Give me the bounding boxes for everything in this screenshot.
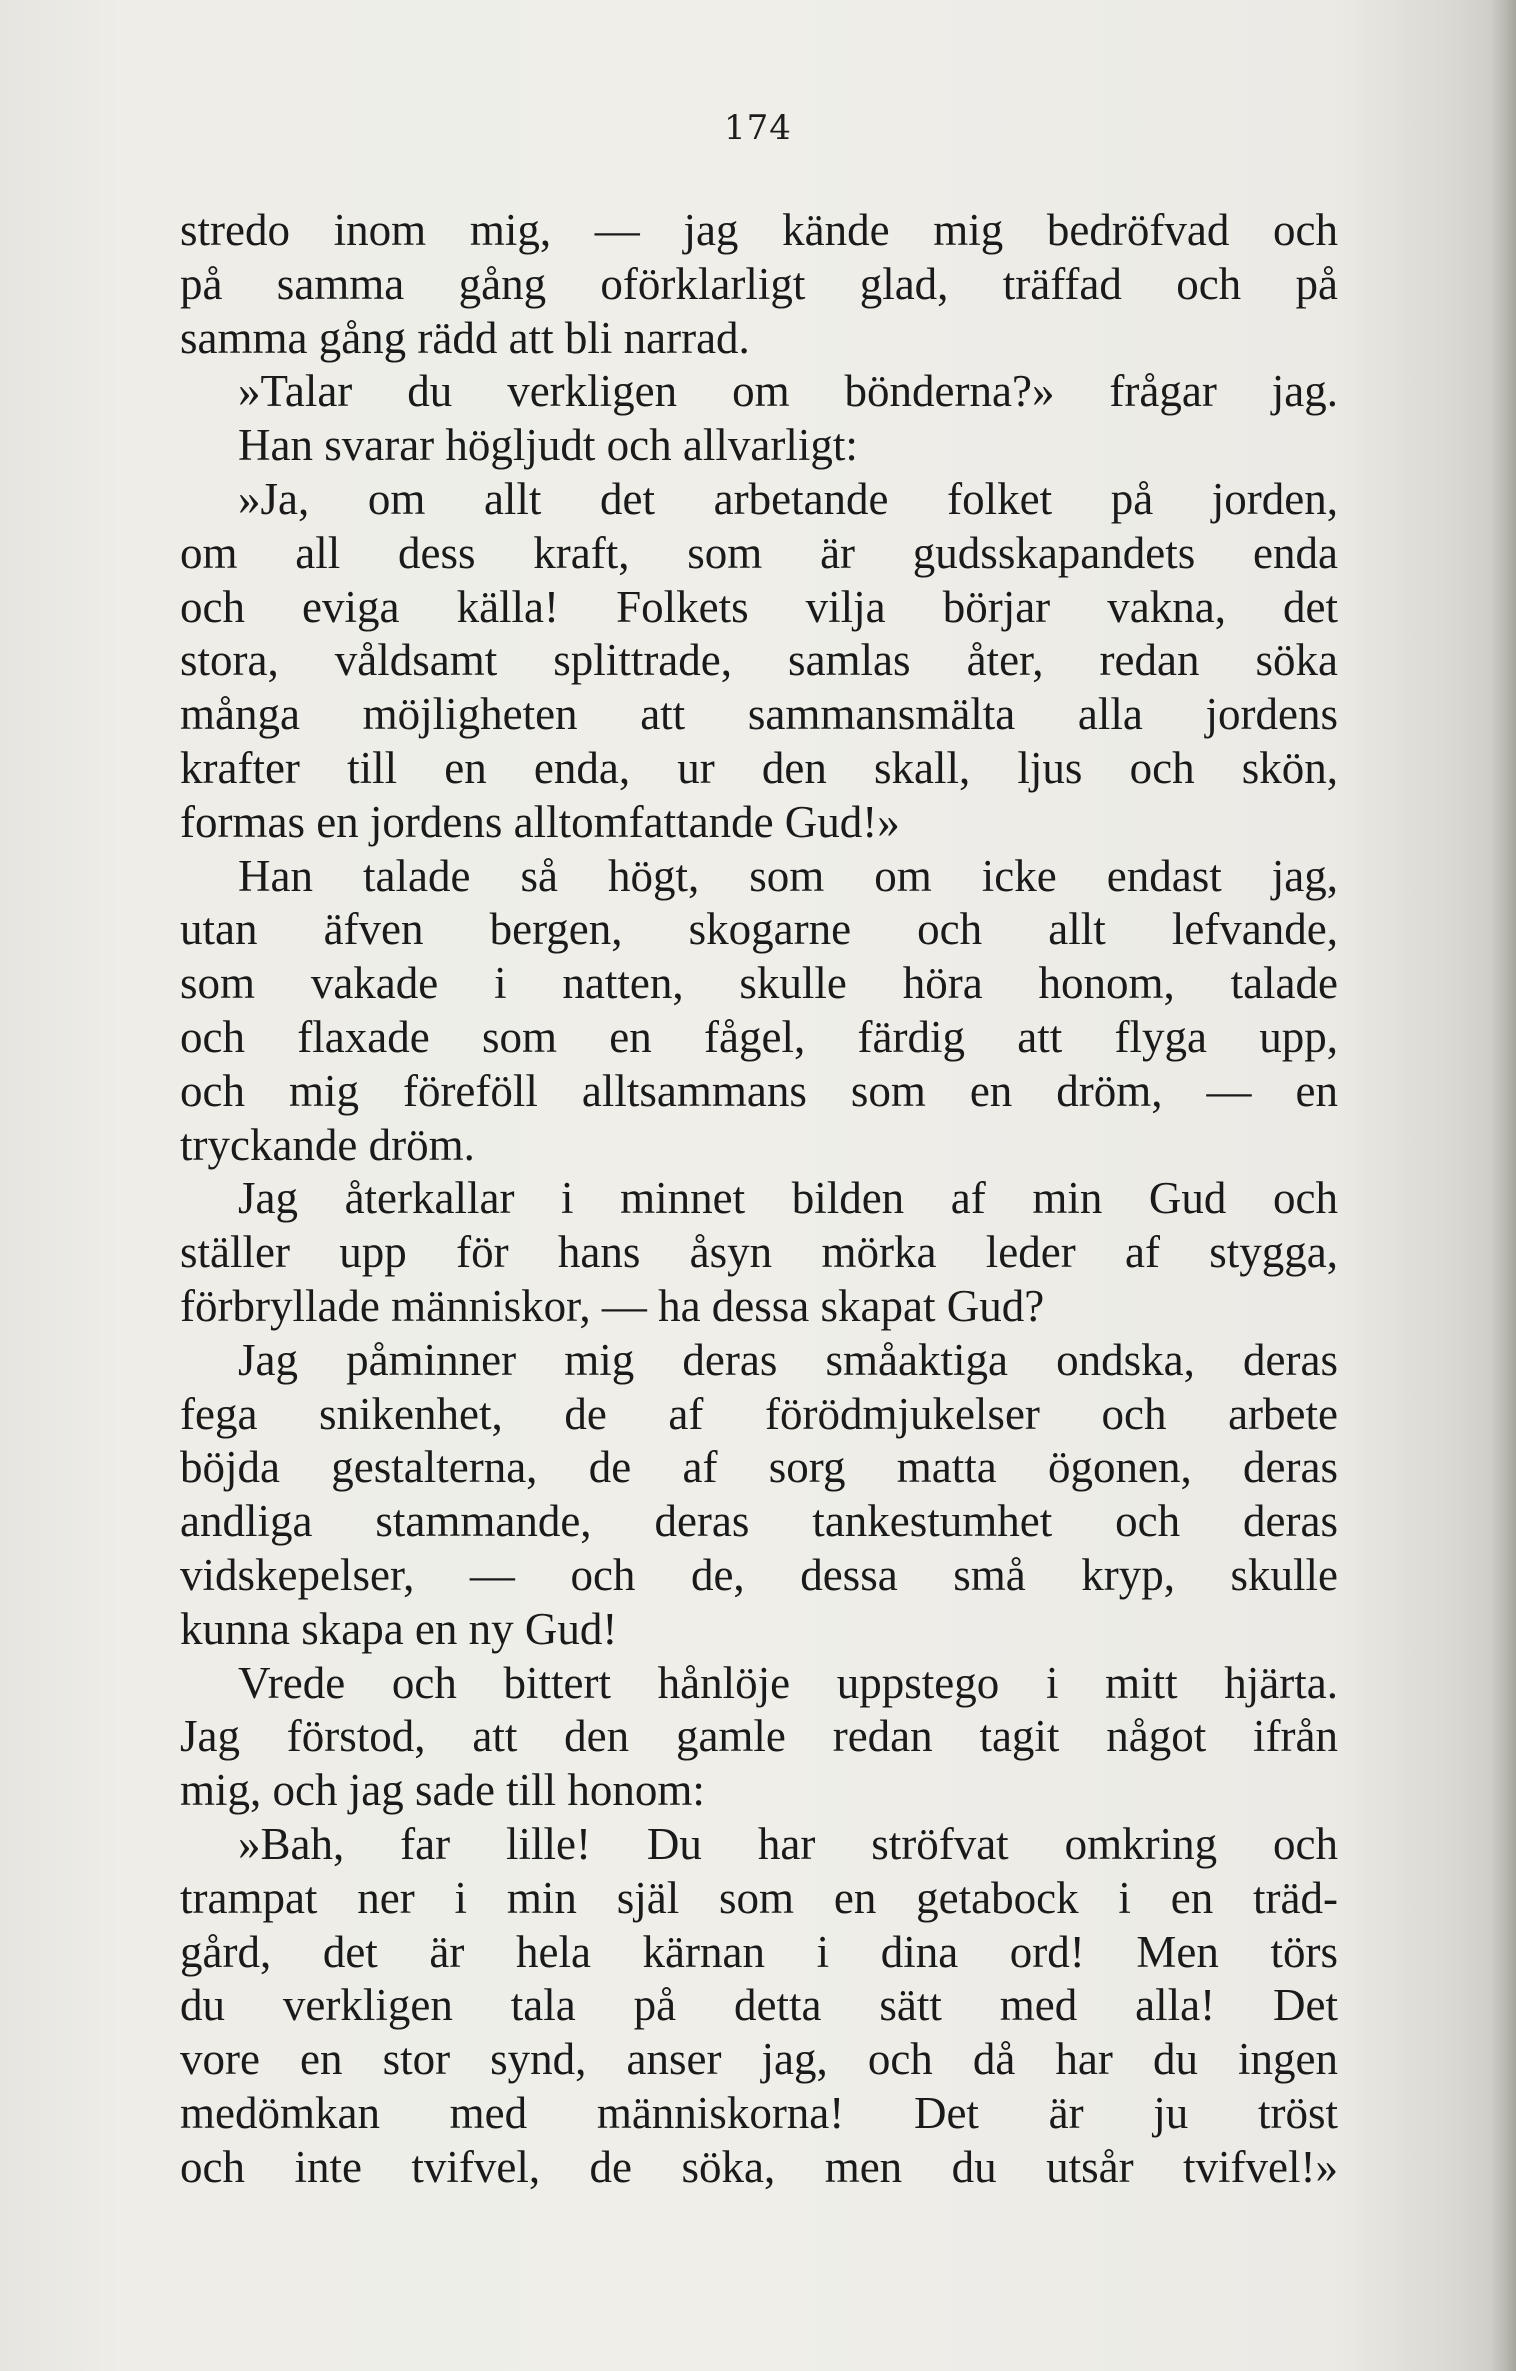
text-line: mig, och jag sade till honom: xyxy=(180,1765,705,1816)
text-line: kunna skapa en ny Gud! xyxy=(180,1603,618,1654)
text-line: utan äfven bergen, skogarne och allt lefvande, xyxy=(180,904,1338,955)
text-line: andliga stammande, deras tankestumhet och deras xyxy=(180,1496,1338,1547)
text-line: på samma gång oförklarligt glad, träffad och på xyxy=(180,258,1338,309)
text-line: många möjligheten att sammansmälta alla jordens xyxy=(180,689,1338,740)
text-line: Han talade så högt, som om icke endast jag, xyxy=(238,850,1338,901)
text-line: vidskepelser, — och de, dessa små kryp, skulle xyxy=(180,1549,1338,1600)
text-line: Jag förstod, att den gamle redan tagit något ifrån xyxy=(180,1711,1338,1762)
text-line: tryckande dröm. xyxy=(180,1119,475,1170)
text-line: förbryllade människor, — ha dessa skapat Gud? xyxy=(180,1280,1045,1331)
text-line: och flaxade som en fågel, färdig att flyga upp, xyxy=(180,1011,1338,1062)
text-line: vore en stor synd, anser jag, och då har du ingen xyxy=(180,2034,1338,2085)
text-line: stora, våldsamt splittrade, samlas åter, redan söka xyxy=(180,635,1338,686)
page-number: 174 xyxy=(724,108,792,148)
text-line: och inte tvifvel, de söka, men du utsår tvifvel!» xyxy=(180,2141,1338,2192)
text-line: Jag återkallar i minnet bilden af min Gud och xyxy=(238,1173,1338,1224)
text-line: böjda gestalterna, de af sorg matta ögonen, deras xyxy=(180,1442,1338,1493)
text-line: om all dess kraft, som är gudsskapandets enda xyxy=(180,527,1338,578)
text-line: gård, det är hela kärnan i dina ord! Men törs xyxy=(180,1926,1338,1977)
text-line: du verkligen tala på detta sätt med alla! Det xyxy=(180,1980,1338,2031)
text-line: fega snikenhet, de af förödmjukelser och arbete xyxy=(180,1388,1338,1439)
text-line: »Talar du verkligen om bönderna?» frågar jag. xyxy=(238,366,1338,417)
text-line: Vrede och bittert hånlöje uppstego i mitt hjärta. xyxy=(238,1657,1338,1708)
page-edge-shadow xyxy=(1490,0,1516,2371)
body-text xyxy=(180,204,1338,2194)
text-line: Jag påminner mig deras småaktiga ondska, deras xyxy=(238,1334,1338,1385)
text-line: ställer upp för hans åsyn mörka leder af stygga, xyxy=(180,1227,1338,1278)
text-line: och eviga källa! Folkets vilja börjar vakna, det xyxy=(180,581,1338,632)
text-line: krafter till en enda, ur den skall, ljus och skön, xyxy=(180,742,1338,793)
text-line: stredo inom mig, — jag kände mig bedröfvad och xyxy=(180,205,1338,255)
text-line: som vakade i natten, skulle höra honom, talade xyxy=(180,958,1338,1009)
text-line: medömkan med människorna! Det är ju tröst xyxy=(180,2087,1338,2138)
text-line: formas en jordens alltomfattande Gud!» xyxy=(180,796,900,847)
text-line: och mig föreföll alltsammans som en dröm, — en xyxy=(180,1065,1338,1116)
text-line: samma gång rädd att bli narrad. xyxy=(180,312,750,363)
text-line: trampat ner i min själ som en getabock i en träd- xyxy=(180,1872,1338,1923)
text-line: Han svarar högljudt och allvarligt: xyxy=(238,420,858,471)
text-line: »Bah, far lille! Du har ströfvat omkring och xyxy=(238,1818,1338,1869)
text-line: »Ja, om allt det arbetande folket på jorden, xyxy=(238,473,1338,524)
